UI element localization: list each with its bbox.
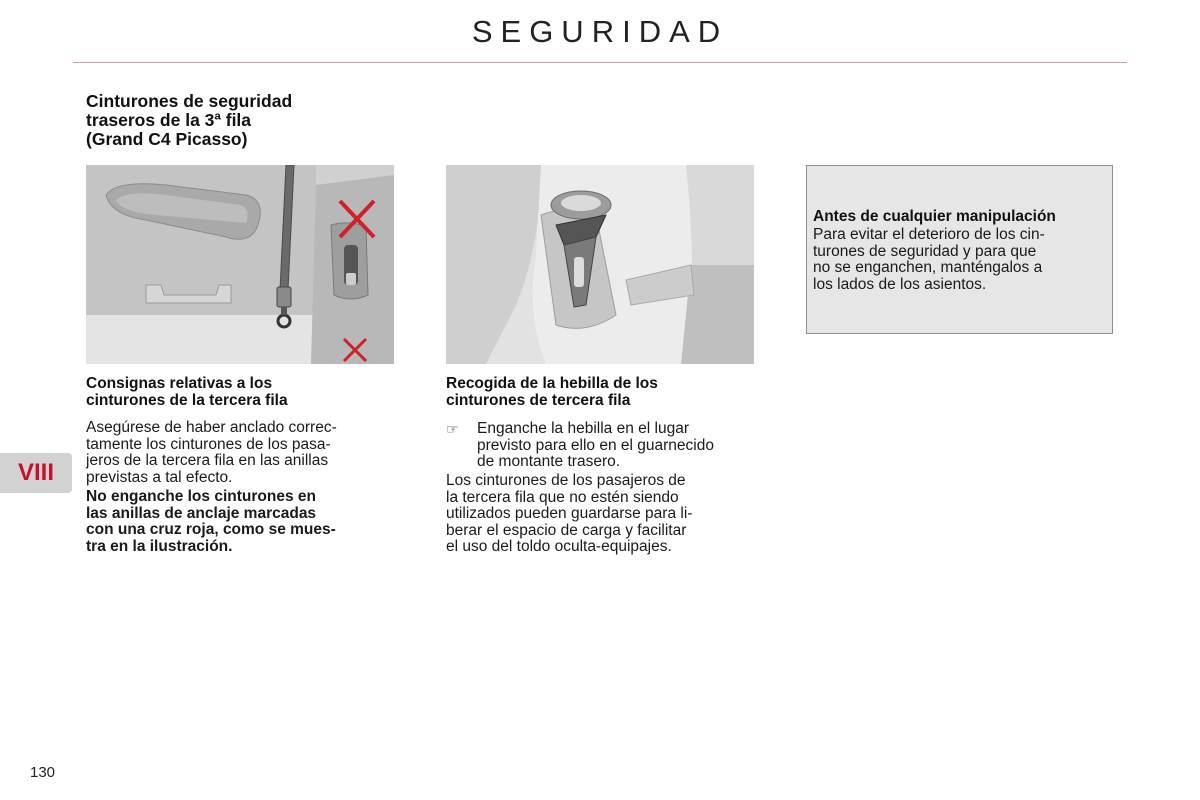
column1-heading [86,375,394,409]
note-line: Para evitar el deterioro de los cin- [813,226,1045,243]
column1-paragraph [86,420,394,486]
column2-bullet-line: previsto para ello en el guarnecido [477,436,714,454]
column2-paragraph-line: la tercera fila que no estén siendo [446,488,679,506]
column1-warning-line: No enganche los cinturones en [86,488,316,505]
page-title: SEGURIDAD [471,14,729,49]
header-divider [73,62,1127,63]
figure-buckle-storage [446,165,754,364]
column2-bullet-line: Enganche la hebilla en el lugar [477,420,689,437]
column1-paragraph-line: previstas a tal efecto. [86,468,233,486]
column2-paragraph [446,473,754,556]
column2-paragraph-line: Los cinturones de los pasajeros de [446,472,686,489]
column2-paragraph-line: berar el espacio de carga y facilitar [446,521,687,539]
belt-anchor-illustration [86,165,394,364]
column1-warning-line: tra en la ilustración. [86,537,233,555]
note-line: los lados de los asientos. [813,275,987,293]
note-line: no se enganchen, manténgalos a [813,259,1043,276]
column1-paragraph-line: Asegúrese de haber anclado correc- [86,419,337,436]
column1-paragraph-line: jeros de la tercera fila en las anillas [86,452,329,469]
column1-warning-line: con una cruz roja, como se mues- [86,521,336,538]
column1-heading-line: Consignas relativas a los [86,375,273,392]
page-number: 130 [30,764,56,781]
column2-heading [446,375,754,409]
pointing-hand-icon: ☞ [446,421,459,437]
note-box [806,165,1113,334]
note-title: Antes de cualquier manipulación [813,208,1056,225]
column1-warning-line: las anillas de anclaje marcadas [86,504,317,522]
figure-belt-anchors [86,165,394,364]
section-title [86,92,386,149]
column2-paragraph-line: utilizados pueden guardarse para li- [446,505,693,522]
column2-bullet-line: de montante trasero. [477,453,621,470]
column1-warning [86,489,394,555]
column1-paragraph-line: tamente los cinturones de los pasa- [86,435,331,453]
column1-heading-line: cinturones de la tercera fila [86,392,288,409]
column2-heading-line: cinturones de tercera fila [446,392,631,409]
note-line: turones de seguridad y para que [813,242,1037,260]
buckle-storage-illustration [446,165,754,364]
section-title-line: (Grand C4 Picasso) [86,129,248,149]
column2-bullet-text [477,421,754,471]
chapter-tab [0,453,72,493]
section-title-line: Cinturones de seguridad [86,91,293,111]
note-text [813,227,1109,293]
section-title-line: traseros de la 3ª fila [86,110,252,130]
column2-paragraph-line: el uso del toldo oculta-equipajes. [446,538,672,555]
chapter-label: VIII [17,459,54,486]
column2-heading-line: Recogida de la hebilla de los [446,375,658,392]
